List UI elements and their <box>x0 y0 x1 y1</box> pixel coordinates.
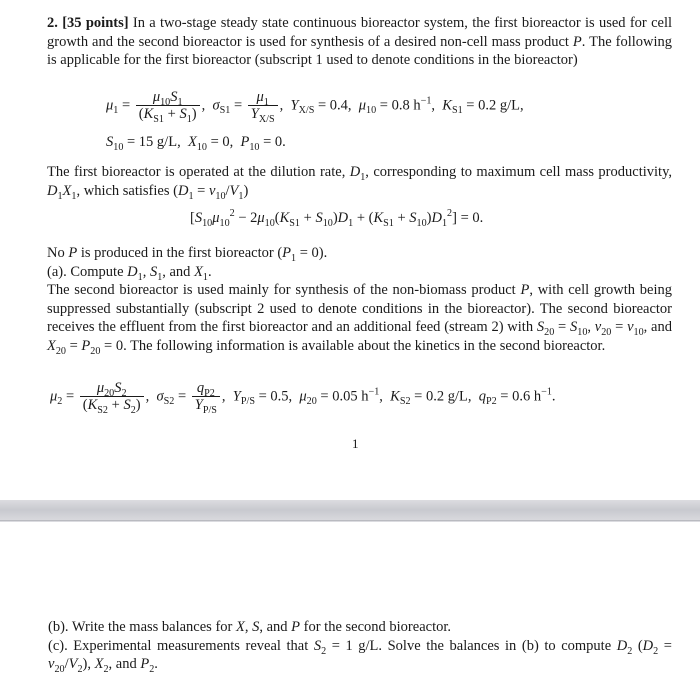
second-bioreactor-text: No P is produced in the first bioreactor $(P_1 = 0)$. (a). Compute $D_1$, $S_1$, and $X_1$. The second bioreactor is used mainly for synthesis of the non-biomass product P, with cell growth being suppressed substantially (subscript 2 used to denote conditions in the bioreactor). The second bioreactor receives the effluent from the first bioreactor and an additional feed (stream 2) with $S_{20} = S_{10}$, $v_{20} = v_{10}$, and $X_{20} = P_{20} = 0$. The following information is available about the kinetics in the second bioreactor. <box>47 245 672 357</box>
equation-feed-conditions-1: $S_{10} = 15$ g/L, $X_{10} = 0$, $P_{10} = 0$. <box>106 134 286 153</box>
page-separator <box>0 500 700 522</box>
problem-intro: 2. [35 points] In a two-stage steady state continuous bioreactor system, the first bioreactor is used for cell growth and the second bioreactor is used for synthesis of a desired non-cell mass product P. The following is applicable for the first bioreactor (subscript 1 used to denote conditions in the bioreactor) <box>47 15 673 68</box>
part-c: (c). Experimental measurements reveal that $S_2 = 1$ g/L. Solve the balances in (b) to compute $D_2$ $(D_2 = v_{20}/V_2)$, $X_2$, and $P_2$. <box>48 637 672 675</box>
page-separator-line <box>0 520 700 521</box>
parts-b-c <box>48 618 672 674</box>
equation-kinetics-2: $\mu_2$ = $\frac{\mu_{20}S_2}{(K_{S2} + S_2)}$ , $\sigma_{S2}$ = $\frac{q_{P2}}{Y_{P/S}}$ , $Y_{P/S} = 0.5$, $\mu_{20} = 0.05$ $h^{-1}$, $K_{S2} = 0.2$ g/L, $q_{P2} = 0.6$ $h^{-1}$. <box>50 380 556 416</box>
part-a: (a). Compute $D_1$, $S_1$, and $X_1$. <box>47 263 212 283</box>
equation-growth-rate-1: $\mu_1$ = $\frac{\mu_{10}S_1}{(K_{S1} + S_1)}$ , $\sigma_{S1}$ = $\frac{\mu_1}{Y_{X/S}}$ , $Y_{X/S} = 0.4$, $\mu_{10} = 0.8$ $h^{-1}$, $K_{S1} = 0.2$ g/L, <box>106 89 524 125</box>
no-p-statement: No P is produced in the first bioreactor $(P_1 = 0)$. <box>47 245 328 264</box>
part-b: (b). Write the mass balances for X, S, and P for the second bioreactor. <box>48 619 451 635</box>
problem-points: [35 points] <box>62 15 129 31</box>
page-number: 1 <box>352 436 359 451</box>
problem-number: 2. [35 points] <box>47 15 129 31</box>
dilution-rate-text: The first bioreactor is operated at the dilution rate, $D_1$, corresponding to maximum cell mass productivity, $D_1X_1$, which satisfies $(D_1 = v_{10}/V_1)$ <box>47 164 672 202</box>
document-page-2 <box>0 522 700 680</box>
equation-productivity: $[S_{10}\mu_{10}^2 - 2\mu_{10}(K_{S1} + S_{10})D_1 + (K_{S1} + S_{10})D_1^2] = 0$. <box>190 208 484 229</box>
